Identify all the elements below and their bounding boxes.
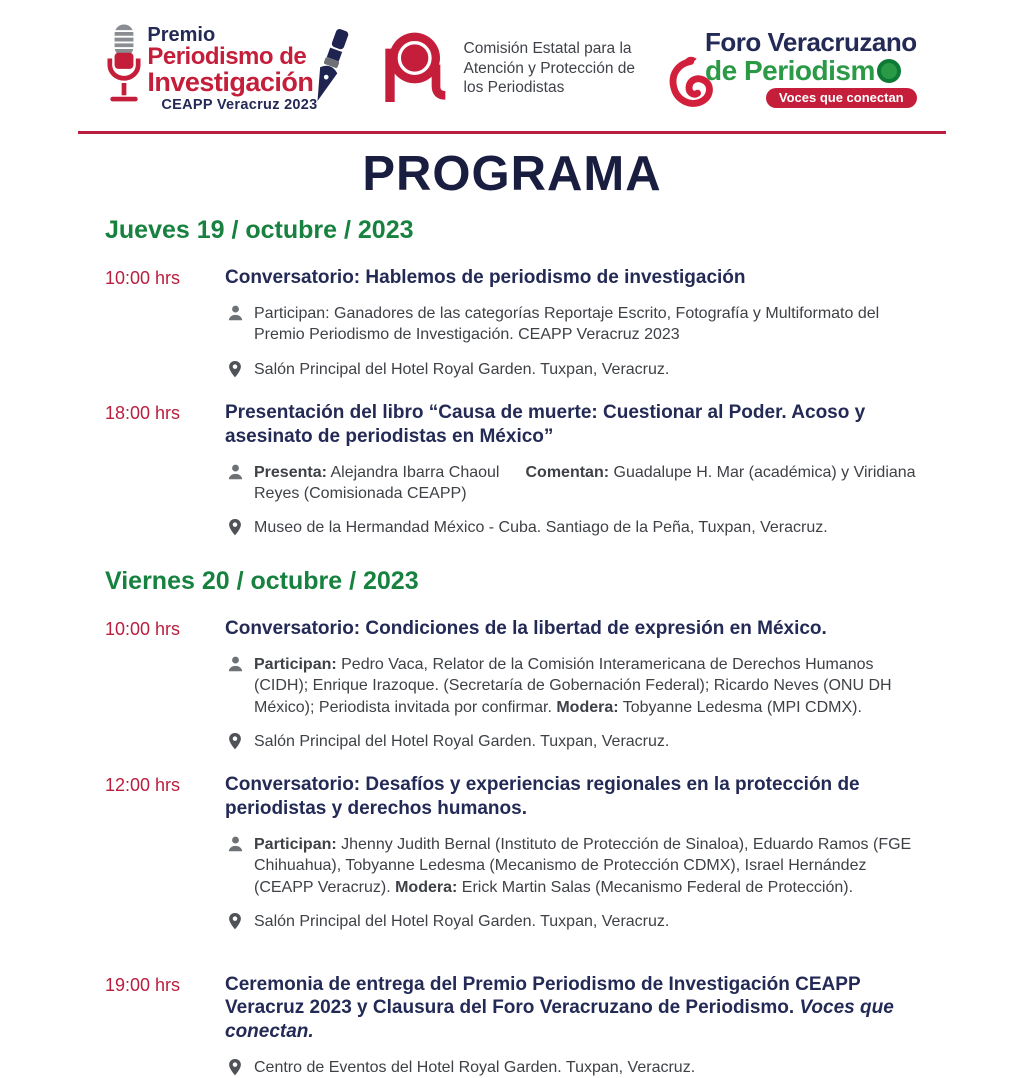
foro-logo-text: [705, 26, 917, 109]
foro-tagline-badge: Voces que conectan: [766, 88, 917, 108]
foro-logo-line1: Foro Veracruzano: [705, 26, 917, 57]
header-divider: [78, 131, 946, 134]
ceapp-logo-line1: Comisión Estatal para la: [463, 39, 632, 57]
event-time: 10:00 hrs: [105, 268, 181, 288]
location-pin-icon: [225, 517, 245, 538]
participants-row: [225, 834, 930, 898]
premio-logo-line1: Premio: [147, 23, 216, 46]
location-row: [225, 359, 930, 380]
premio-logo-line2: Periodismo de: [147, 42, 307, 70]
location-text: Salón Principal del Hotel Royal Garden. Tuxpan, Veracruz.: [254, 913, 670, 931]
green-dot-icon: [877, 59, 901, 83]
logo-foro-veracruzano: [665, 26, 917, 109]
participants-row: [225, 303, 930, 346]
participants-row: [225, 462, 930, 505]
page-title: PROGRAMA: [362, 147, 662, 201]
ceapp-logo-text: [464, 39, 635, 98]
location-pin-icon: [225, 1057, 245, 1078]
location-text: Salón Principal del Hotel Royal Garden. Tuxpan, Veracruz.: [254, 360, 670, 378]
person-icon: [225, 462, 245, 505]
event-body: [225, 266, 930, 380]
person-icon: [225, 303, 245, 346]
premio-logo-line3: Investigación: [147, 66, 314, 97]
event-time: 12:00 hrs: [105, 775, 181, 796]
event: [0, 401, 1024, 539]
location-row: [225, 911, 930, 932]
ceapp-logo-line3: los Periodistas: [463, 79, 565, 97]
event: [0, 617, 1024, 753]
location-text: Centro de Eventos del Hotel Royal Garden. Tuxpan, Veracruz.: [254, 1058, 696, 1076]
participants-text: Participan: Jhenny Judith Bernal (Instituto de Protección de Sinaloa), Eduardo Ramos (FGE Chihuahua), Tobyanne Ledesma (Mecanismo de Protección CDMX), Israel Hernández (CEAPP Veracruz). Modera: Erick Martin Salas (Mecanismo Federal de Protección).: [254, 835, 912, 896]
location-row: [225, 731, 930, 752]
participants-row: [225, 654, 930, 718]
event-title: Presentación del libro “Causa de muerte: Cuestionar al Poder. Acoso y asesinato de periodistas en México”: [225, 402, 866, 447]
event: [0, 266, 1024, 380]
day-heading: Jueves 19 / octubre / 2023: [105, 216, 414, 244]
foro-logo-line2-text: de Periodism: [705, 54, 875, 86]
location-text: Salón Principal del Hotel Royal Garden. Tuxpan, Veracruz.: [254, 732, 670, 750]
logo-ceapp: [380, 27, 635, 110]
event: [0, 773, 1024, 932]
person-icon: [225, 834, 245, 898]
logo-premio-periodismo: [107, 20, 349, 117]
header-logos: [0, 0, 1024, 127]
event-title: Ceremonia de entrega del Premio Periodismo de Investigación CEAPP Veracruz 2023 y Clausura del Foro Veracruzano de Periodismo. Voces que conectan.: [225, 973, 894, 1043]
participants-text: Participan: Pedro Vaca, Relator de la Comisión Interamericana de Derechos Humanos (CIDH); Enrique Irazoque. (Secretaría de Gobernación Federal); Ricardo Neves (ONU DH México); Periodista invitada por confirmar. Modera: Tobyanne Ledesma (MPI CDMX).: [254, 655, 892, 716]
premio-logo-line4: CEAPP Veracruz 2023: [161, 96, 318, 113]
event-time: 19:00 hrs: [105, 974, 181, 995]
foro-logo-line2: [705, 56, 917, 85]
event-body: [225, 617, 930, 753]
day-heading: Viernes 20 / octubre / 2023: [105, 566, 419, 595]
day-section-jueves: [0, 216, 1024, 539]
location-row: [225, 1057, 930, 1078]
ceapp-monogram-icon: [380, 27, 452, 110]
location-row: [225, 517, 930, 538]
participants-text: Presenta: Alejandra Ibarra Chaoul Comentan: Guadalupe H. Mar (académica) y Viridiana Reyes (Comisionada CEAPP): [254, 463, 916, 502]
person-icon: [225, 654, 245, 718]
event-body: [225, 401, 930, 539]
flame-icon: [665, 51, 713, 118]
event-title: Conversatorio: Desafíos y experiencias regionales en la protección de periodistas y derechos humanos.: [225, 774, 860, 820]
location-pin-icon: [225, 359, 245, 380]
location-pin-icon: [225, 731, 245, 752]
day-section-viernes: [0, 567, 1024, 1078]
location-text: Museo de la Hermandad México - Cuba. Santiago de la Peña, Tuxpan, Veracruz.: [254, 519, 828, 537]
event-time: 10:00 hrs: [105, 618, 181, 639]
event: [0, 973, 1024, 1078]
location-pin-icon: [225, 911, 245, 932]
event-body: [225, 973, 930, 1078]
microphone-icon: [107, 20, 141, 117]
event-title: Conversatorio: Condiciones de la libertad de expresión en México.: [225, 617, 827, 639]
premio-logo-text: [147, 25, 317, 113]
ceapp-logo-line2: Atención y Protección de: [463, 59, 635, 77]
participants-text: Participan: Ganadores de las categorías Reportaje Escrito, Fotografía y Multiformato del Premio Periodismo de Investigación. CEAPP Veracruz 2023: [254, 304, 880, 344]
event-body: [225, 773, 930, 932]
event-time: 18:00 hrs: [105, 403, 181, 424]
event-title: Conversatorio: Hablemos de periodismo de investigación: [225, 267, 746, 288]
